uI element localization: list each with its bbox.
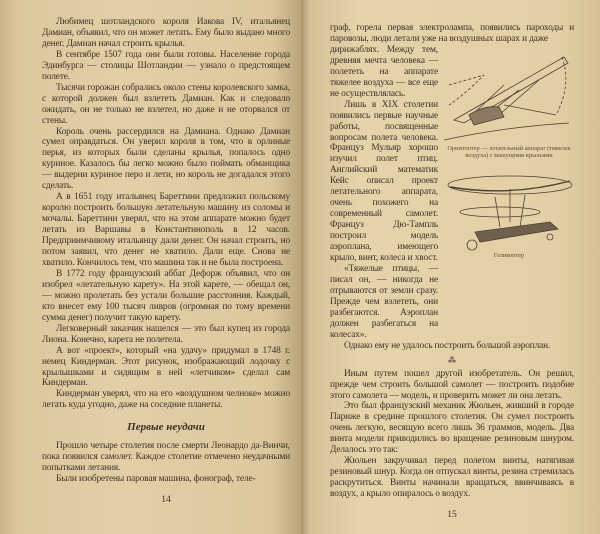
paragraph: А в 1651 году итальянец Бареттини предложил польскому королю построить большую летательную машину из соломы и мочалы. Бареттини уверял, что на этом аппарате можно будет летать из Варшавы в Константинополь в 12 часов. Предприимчивому итальянцу дали денег. Он начал строить, но потом заявил, что денег не хватило. Дали еще. Снова не хватило. Кончилось тем, что машина так и не была построена. [42,192,290,268]
paragraph: Тысячи горожан собрались около стены королевского замка, с которой должен был взлететь Дамиан. Как и следовало ожидать, он не только не взлетел, но даже и не оторвался от стены. [42,82,290,126]
helicopter-illustration [444,167,574,252]
section-heading: Первые неудачи [127,421,205,434]
paragraph: граф, горела первая электролампа, появились пароходы и паровозы, люди летали уже на воздушных шарах и даже [330,23,574,44]
section-separator: ⁂ [448,355,456,365]
paragraph: В сентябре 1507 года они были готовы. Население города Эдинбурга — столицы Шотландии — узнало о предстоящем полете. [42,49,290,82]
paragraph: Были изобретены паровая машина, фонограф, теле- [56,474,256,485]
paragraph: В 1772 году французский аббат Дефорж объявил, что он изобрел «летательную карету». На этой карете, — обещал он, — можно пролетать без устали большие расстояния. Каждый, кто внесет ему 100 тысяч ливров (огромная по тому времени сумма денег) получит такую карету. [42,268,290,323]
paragraph: Легковерный заказчик нашелся — это был купец из города Лиона. Конечно, карета не полетела. [42,323,290,345]
paragraph: Король очень рассердился на Дамиана. Однако Дамиан сумел оправдаться. Он уверил короля в том, что в орлиные перья, из которых были сделаны крылья, попалось одно куриное. Казалось бы легко можно было поймать обманщика — выдерни куриное перо и лети, но король не догадался этого сделать. [42,126,290,192]
after-column [330,341,574,352]
paragraph: «Тяжелые птицы, — писал он, — никогда не отрываются от земли сразу. Прежде чем взлететь, они разбегаются. Аэроплан должен разбегаться на колесах». [330,263,438,340]
section-body [42,441,290,485]
helicopter-caption: Геликоптер [493,251,525,259]
paragraph: Киндерман уверял, что на его «воздушном челноке» можно летать куда угодно, даже на соседние планеты. [42,389,290,411]
ornithopter-caption: Орнитоптер — летательный аппарат (тяжелее воздуха) с машущими крыльями [447,144,571,159]
paragraph: А вот «проект», который «на удачу» придумал в 1748 г. немец Киндерман. Этот рисунок, изображающий лодочку с крылышками и сидящим в ней «летчиком» сделал сам Киндерман. [42,345,290,389]
page-number: 14 [161,495,171,506]
paragraph: Жюльен закручивал перед полетом винты, натягивая резиновый шнур. Когда он отпускал винты, резина стремилась раскрутиться. Винты начинали вращаться, ввинчиваясь в воздух, а крыло опиралось о воздух. [330,456,574,500]
figures [444,45,574,267]
right-top-lines [330,23,574,45]
paragraph: Лишь в XIX столетии появились первые научные работы, посвященные вопросам полета человека. Француз Мульяр хорошо изучил полет птиц. Английский математик Кейс описал проект летательного аппарата, очень похожего на современный самолет. Француз Дю-Тампль построил модель аэроплана, имеющего крыло, винт, колеса и хвост. [330,99,438,264]
ornithopter-illustration [444,45,574,145]
paragraph: Прошло четыре столетия после смерти Леонардо да-Винчи, пока появился самолет. Каждое столетие отмечено неудачными попытками летания. [42,441,290,474]
right-column [330,45,438,341]
paragraph: Однако ему не удалось построить большой аэроплан. [344,340,551,351]
paragraph: Это был французский механик Жюльен, живший в городе Париже в средине прошлого столетия. Он сумел построить очень легкую, весящую всего лишь 36 граммов, модель. Два винта модели приводились во вращение резиновым шнуром. Делалось это так: [330,401,574,456]
paragraph: Любимец шотландского короля Иакова IV, итальянец Дамиан, объявил, что он может летать. Ему было выдано много денег. Дамиан начал строить крылья. [42,17,290,49]
left-page-body [42,17,290,411]
paragraph: Иным путем пошел другой изобретатель. Он решил, прежде чем строить большой самолет — построить подобие этого самолета — модель, и проверить может ли она летать. [330,368,574,401]
page-number: 15 [447,510,457,521]
right-page-body [330,369,574,500]
paragraph: дирижаблях. Между тем, древняя мечта человека — полететь на аппарате тяжелее воздуха — все еще не осуществлялась. [330,44,438,99]
right-page [301,0,600,534]
column-with-figures [330,45,574,341]
